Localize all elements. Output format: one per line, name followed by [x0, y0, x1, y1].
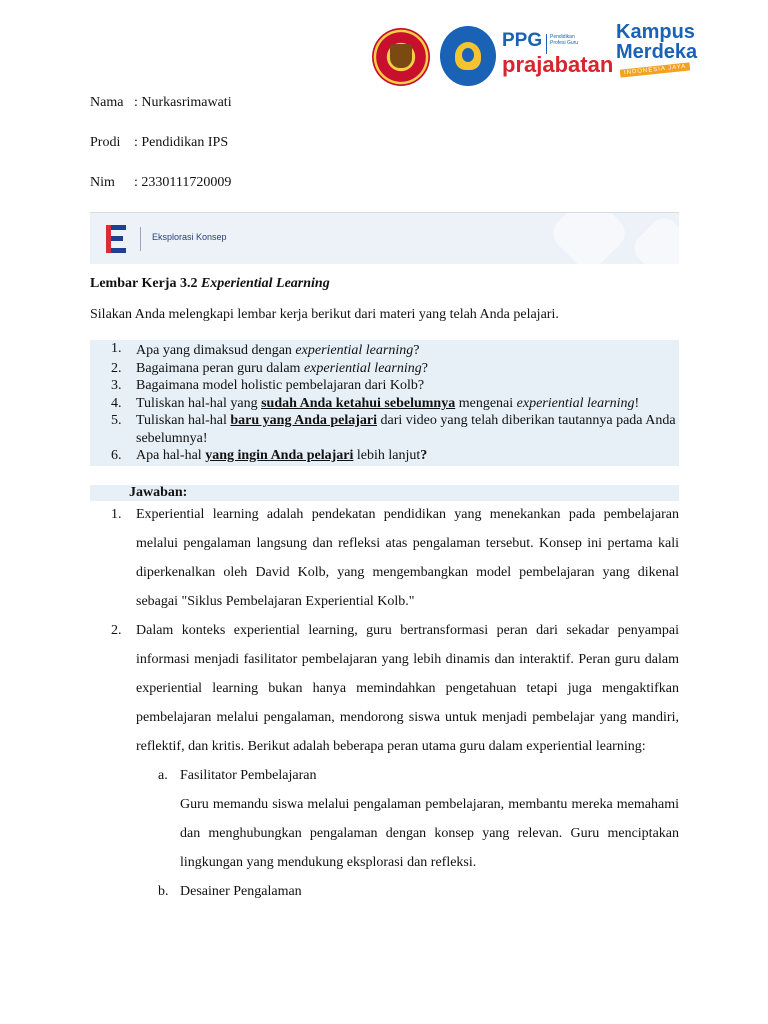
nim-label: Nim: [90, 175, 115, 190]
worksheet-title: Lembar Kerja 3.2 Experiential Learning: [90, 276, 330, 291]
tut-wuri-handayani-icon: [440, 26, 496, 86]
university-seal-icon: [372, 28, 430, 86]
question-item: 3. Bagaimana model holistic pembelajaran dari Kolb?: [111, 378, 425, 393]
nim-line: [90, 175, 231, 191]
prodi-line: [90, 135, 228, 151]
prodi-value: : Pendidikan IPS: [134, 135, 229, 150]
question-item: 2. Bagaimana peran guru dalam experiential learning?: [111, 360, 428, 376]
header-logos: [370, 20, 715, 92]
question-item: 6. Apa hal-hal yang ingin Anda pelajari lebih lanjut?: [111, 448, 428, 463]
subitem-text: Guru memandu siswa melalui pengalaman pembelajaran, membantu mereka memahami dan menghubungkan pengalaman dengan konsep yang relevan. Guru menciptakan lingkungan yang mendukung eksplorasi dan refleksi.: [180, 797, 679, 870]
answer-text: Dalam konteks experiential learning, guru bertransformasi peran dari sekadar penyampai informasi menjadi fasilitator pembelajaran yang lebih dinamis dan interaktif. Peran guru dalam experiential learning bukan hanya memindahkan pengetahuan tetapi juga mengaktifkan pembelajaran melalui pengalaman, mendorong siswa untuk menjadi pembelajar yang mandiri, reflektif, dan kritis. Berikut adalah beberapa peran utama guru dalam experiential learning:: [136, 623, 679, 754]
answers-section: [90, 500, 679, 906]
answers-title: Jawaban:: [129, 485, 188, 500]
banner-label: Eksplorasi Konsep: [152, 232, 227, 242]
eksplorasi-konsep-banner: [90, 212, 679, 264]
name-line: [90, 95, 232, 111]
answer-item: 2. Dalam konteks experiential learning, guru bertransformasi peran dari sekadar penyampai informasi menjadi fasilitator pembelajaran yang lebih dinamis dan interaktif. Peran guru dalam experiential learning bukan hanya memindahkan pengetahuan tetapi juga mengaktifkan pembelajaran melalui pengalaman, mendorong siswa untuk menjadi pembelajar yang mandiri, reflektif, dan kritis. Berikut adalah beberapa peran utama guru dalam experiential learning:: [90, 616, 679, 761]
ppg-prajabatan-logo: PPG Pendidikan Profesi Guru prajabatan: [502, 30, 614, 77]
nim-value: : 2330111720009: [134, 175, 232, 190]
answer-subitem: b. Desainer Pengalaman: [90, 877, 679, 906]
question-item: 4. Tuliskan hal-hal yang sudah Anda ketahui sebelumnya mengenai experiential learning!: [111, 395, 640, 411]
e-logo-icon: [106, 225, 128, 253]
answer-text: Experiential learning adalah pendekatan pendidikan yang menekankan pada pembelajaran melalui pengalaman langsung dan refleksi atas pengalaman tersebut. Konsep ini pertama kali diperkenalkan oleh David Kolb, yang mengembangkan model pembelajaran yang dikenal sebagai "Siklus Pembelajaran Experiential Kolb.": [136, 507, 679, 609]
kampus-merdeka-logo: Kampus Merdeka INDONESIA JAYA: [616, 21, 698, 77]
question-item: 1. Apa yang dimaksud dengan experiential learning?: [111, 341, 420, 358]
questions-box: [90, 340, 679, 466]
answer-subitem: a. Fasilitator Pembelajaran Guru memandu siswa melalui pengalaman pembelajaran, membantu mereka memahami dan menghubungkan pengalaman dengan konsep yang relevan. Guru menciptakan lingkungan yang mendukung eksplorasi dan refleksi.: [90, 761, 679, 877]
worksheet-intro: Silakan Anda melengkapi lembar kerja berikut dari materi yang telah Anda pelajari.: [90, 307, 559, 322]
name-label: Nama: [90, 95, 124, 110]
subitem-title: Desainer Pengalaman: [180, 884, 302, 899]
prodi-label: Prodi: [90, 135, 121, 150]
subitem-title: Fasilitator Pembelajaran: [180, 768, 317, 783]
name-value: : Nurkasrimawati: [134, 95, 232, 110]
answer-item: 1. Experiential learning adalah pendekatan pendidikan yang menekankan pada pembelajaran melalui pengalaman langsung dan refleksi atas pengalaman tersebut. Konsep ini pertama kali diperkenalkan oleh David Kolb, yang mengembangkan model pembelajaran yang dikenal sebagai "Siklus Pembelajaran Experiential Kolb.": [90, 500, 679, 616]
question-item: 5. Tuliskan hal-hal baru yang Anda pelajari dari video yang telah diberikan tautannya pada Anda sebelumnya!: [111, 413, 676, 446]
